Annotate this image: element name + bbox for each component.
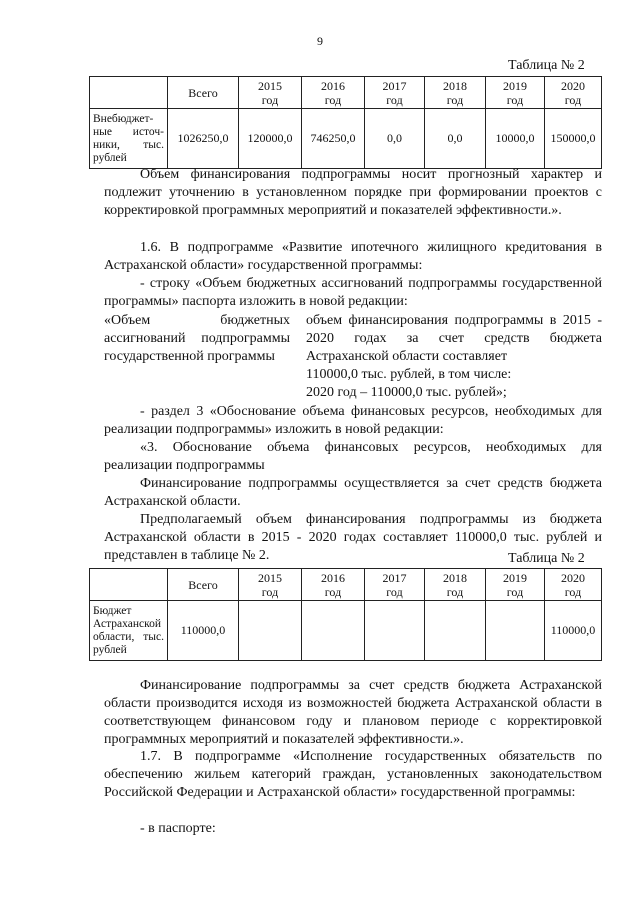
cell-value	[302, 601, 365, 661]
header-year: 2016 год	[302, 569, 365, 601]
cell-total: 110000,0	[168, 601, 239, 661]
financing-paragraph: Финансирование подпрограммы осуществляется за счет средств бюджета Астраханской области.	[104, 476, 602, 509]
cell-value	[365, 601, 425, 661]
passport-left-cell: «Объем бюджетных ассигнований подпрограммы государственной программы	[104, 313, 290, 364]
in-passport-line: - в паспорте:	[140, 821, 216, 836]
row-label: Бюджет Астраханской области, тыс. рублей	[90, 601, 168, 661]
header-year: 2016 год	[302, 77, 365, 109]
budget-table	[89, 568, 602, 661]
row-label: Внебюджет-ные источ-ники, тыс. рублей	[90, 109, 168, 169]
estimated-paragraph: Предполагаемый объем финансирования подпрограммы из бюджета Астраханской области в 2015 - 2020 годах составляет 110000,0 тыс. рублей и представлен в таблице № 2.	[104, 512, 602, 563]
header-total: Всего	[168, 569, 239, 601]
header-year: 2017 год	[365, 569, 425, 601]
cell-value	[239, 601, 302, 661]
cell-value: 0,0	[365, 109, 425, 169]
cell-value: 10000,0	[486, 109, 545, 169]
cell-value: 746250,0	[302, 109, 365, 169]
header-year: 2019 год	[486, 77, 545, 109]
header-total: Всего	[168, 77, 239, 109]
cell-value	[486, 601, 545, 661]
cell-value	[425, 601, 486, 661]
header-year: 2015 год	[239, 77, 302, 109]
extrabudget-table	[89, 76, 602, 169]
cell-value: 0,0	[425, 109, 486, 169]
header-year: 2018 год	[425, 77, 486, 109]
cell-value: 120000,0	[239, 109, 302, 169]
cell-value: 150000,0	[545, 109, 602, 169]
header-year: 2019 год	[486, 569, 545, 601]
table-caption: Таблица № 2	[508, 551, 585, 566]
header-empty	[90, 569, 168, 601]
header-empty	[90, 77, 168, 109]
section-3-heading: «3. Обоснование объема финансовых ресурсов, необходимых для реализации подпрограммы	[104, 440, 602, 473]
header-year: 2020 год	[545, 77, 602, 109]
page-number: 9	[317, 34, 323, 48]
table-caption: Таблица № 2	[508, 58, 585, 73]
cell-total: 1026250,0	[168, 109, 239, 169]
header-year: 2018 год	[425, 569, 486, 601]
passport-year-2020: 2020 год – 110000,0 тыс. рублей»;	[306, 385, 507, 400]
section-1-6-intro: 1.6. В подпрограмме «Развитие ипотечного жилищного кредитования в Астраханской области» государственной программы:	[104, 240, 602, 273]
budget-paragraph: Финансирование подпрограммы за счет средств бюджета Астраханской области производится исходя из возможностей бюджета Астраханской области в соответствующем финансовом году и плановом периоде с корректировкой программных мероприятий и показателей эффективности.».	[104, 678, 602, 747]
header-year: 2020 год	[545, 569, 602, 601]
section-1-7-intro: 1.7. В подпрограмме «Исполнение государственных обязательств по обеспечению жильем категорий граждан, установленных законодательством Российской Федерации и Астраханской области» государственной программы:	[104, 749, 602, 800]
cell-value: 110000,0	[545, 601, 602, 661]
section-3-instruction: - раздел 3 «Обоснование объема финансовых ресурсов, необходимых для реализации подпрограммы» изложить в новой редакции:	[104, 404, 602, 437]
table-row	[90, 109, 602, 169]
passport-row-instruction: - строку «Объем бюджетных ассигнований подпрограммы государственной программы» паспорта изложить в новой редакции:	[104, 276, 602, 309]
forecast-paragraph: Объем финансирования подпрограммы носит прогнозный характер и подлежит уточнению в установленном порядке при формировании проектов с корректировкой программных мероприятий и показателей эффективности.».	[104, 167, 602, 218]
header-year: 2017 год	[365, 77, 425, 109]
table-row	[90, 601, 602, 661]
passport-amount: 110000,0 тыс. рублей, в том числе:	[306, 367, 512, 382]
header-year: 2015 год	[239, 569, 302, 601]
passport-right-cell: объем финансирования подпрограммы в 2015 - 2020 годах за счет средств бюджета Астраханской области составляет	[306, 313, 602, 364]
